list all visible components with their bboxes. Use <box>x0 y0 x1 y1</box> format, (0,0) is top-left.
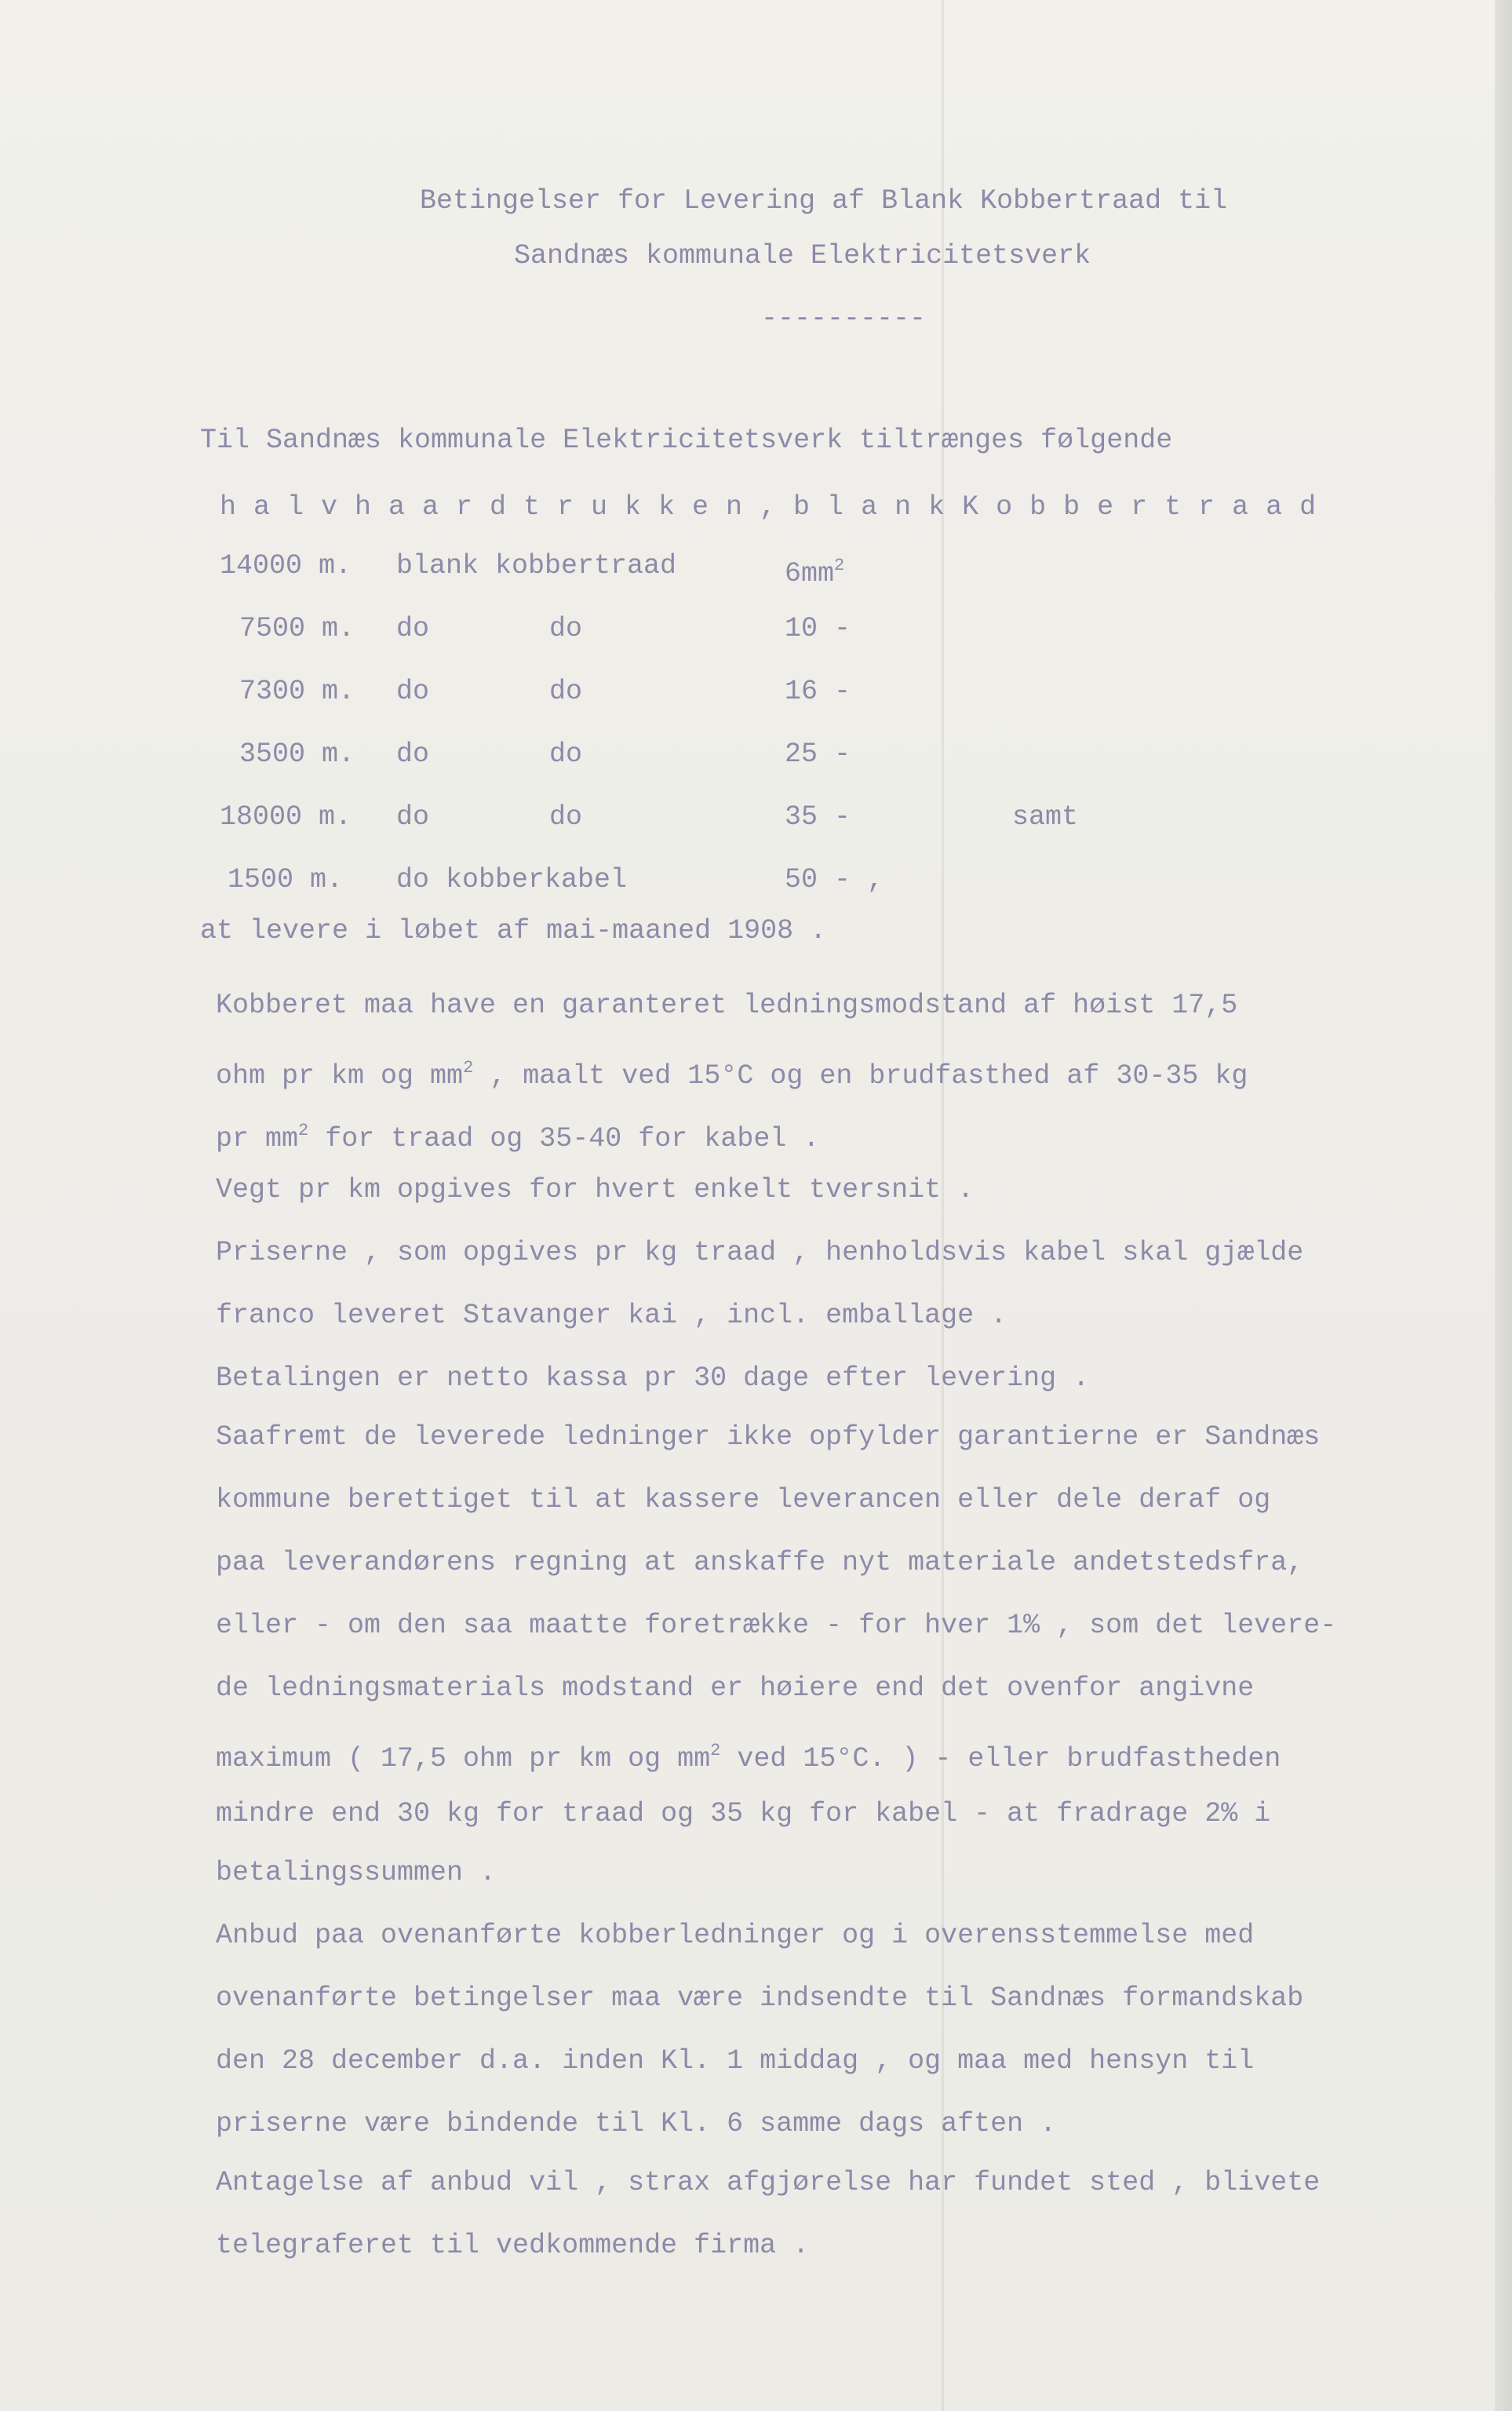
row-length: 18000 m. <box>220 801 352 833</box>
body-line: paa leverandørens regning at anskaffe nyt materiale andetstedsfra, <box>216 1547 1304 1578</box>
body-line: Kobberet maa have en garanteret ledningsmodstand af høist 17,5 <box>216 990 1238 1021</box>
body-line: den 28 december d.a. inden Kl. 1 middag , og maa med hensyn til <box>216 2045 1255 2077</box>
body-line <box>216 1114 819 1155</box>
row-description: do <box>396 676 430 707</box>
body-line: de ledningsmaterials modstand er høiere end det ovenfor angivne <box>216 1672 1255 1704</box>
body-line: franco leveret Stavanger kai , incl. emballage . <box>216 1300 1007 1331</box>
body-text: , maalt ved 15°C og en brudfasthed af 30-35 kg <box>473 1060 1248 1092</box>
row-description-2: do <box>549 739 583 770</box>
row-description: do kobberkabel <box>396 864 628 895</box>
superscript: 2 <box>298 1121 309 1140</box>
row-dimension: 16 - <box>785 676 851 707</box>
body-line: Priserne , som opgives pr kg traad , henholdsvis kabel skal gjælde <box>216 1237 1304 1268</box>
title-rule: ---------- <box>761 303 927 334</box>
row-description: do <box>396 801 430 833</box>
intro-line1: Til Sandnæs kommunale Elektricitetsverk tiltrænges følgende <box>200 425 1173 456</box>
row-description-2: do <box>549 613 583 644</box>
row-description: do <box>396 613 430 644</box>
body-line: kommune berettiget til at kassere leverancen eller dele deraf og <box>216 1484 1271 1516</box>
body-line: Saafremt de leverede ledninger ikke opfylder garantierne er Sandnæs <box>216 1421 1321 1453</box>
row-description: do <box>396 739 430 770</box>
body-line <box>216 1052 1248 1092</box>
body-line: Anbud paa ovenanførte kobberledninger og i overensstemmelse med <box>216 1920 1255 1951</box>
row-length: 14000 m. <box>220 550 352 582</box>
body-line: eller - om den saa maatte foretrække - for hver 1% , som det levere- <box>216 1610 1337 1641</box>
row-dimension <box>785 549 844 590</box>
row-note: samt <box>1012 801 1079 833</box>
paper-edge <box>1495 0 1512 2411</box>
row-length: 1500 m. <box>228 864 344 895</box>
row-dimension: 25 - <box>785 739 851 770</box>
body-line: at levere i løbet af mai-maaned 1908 . <box>200 915 827 947</box>
body-line: Vegt pr km opgives for hvert enkelt tversnit . <box>216 1174 975 1206</box>
row-description: blank kobbertraad <box>396 550 677 582</box>
body-text: pr mm <box>216 1123 299 1154</box>
body-text: ohm pr km og mm <box>216 1060 464 1092</box>
superscript: 2 <box>710 1741 721 1760</box>
document-title-line2: Sandnæs kommunale Elektricitetsverk <box>514 240 1091 272</box>
row-dimension: 50 - , <box>785 864 884 895</box>
body-line: Betalingen er netto kassa pr 30 dage efter levering . <box>216 1362 1090 1394</box>
superscript: 2 <box>463 1058 474 1078</box>
body-text: for traad og 35-40 for kabel . <box>308 1123 820 1154</box>
body-line: priserne være bindende til Kl. 6 samme dags aften . <box>216 2108 1057 2139</box>
body-line: Antagelse af anbud vil , strax afgjørelse har fundet sted , blivete <box>216 2167 1321 2198</box>
row-dimension-sup: 2 <box>834 556 845 575</box>
row-length: 7500 m. <box>239 613 355 644</box>
row-length: 7300 m. <box>239 676 355 707</box>
row-length: 3500 m. <box>239 739 355 770</box>
body-line: ovenanførte betingelser maa være indsendte til Sandnæs formandskab <box>216 1982 1304 2014</box>
body-line <box>216 1734 1281 1775</box>
document-title-line1: Betingelser for Levering af Blank Kobbertraad til <box>420 185 1228 217</box>
body-text: ved 15°C. ) - eller brudfastheden <box>720 1743 1281 1775</box>
row-dimension-value: 6mm <box>785 558 835 589</box>
body-line: mindre end 30 kg for traad og 35 kg for kabel - at fradrage 2% i <box>216 1798 1271 1829</box>
row-dimension: 10 - <box>785 613 851 644</box>
row-dimension: 35 - <box>785 801 851 833</box>
body-line: telegraferet til vedkommende firma . <box>216 2230 810 2261</box>
body-line: betalingssummen . <box>216 1857 497 1888</box>
row-description-2: do <box>549 801 583 833</box>
body-text: maximum ( 17,5 ohm pr km og mm <box>216 1743 711 1775</box>
intro-line2-spaced: halvhaardtrukken,blankKobbertraad <box>220 491 1334 523</box>
row-description-2: do <box>549 676 583 707</box>
